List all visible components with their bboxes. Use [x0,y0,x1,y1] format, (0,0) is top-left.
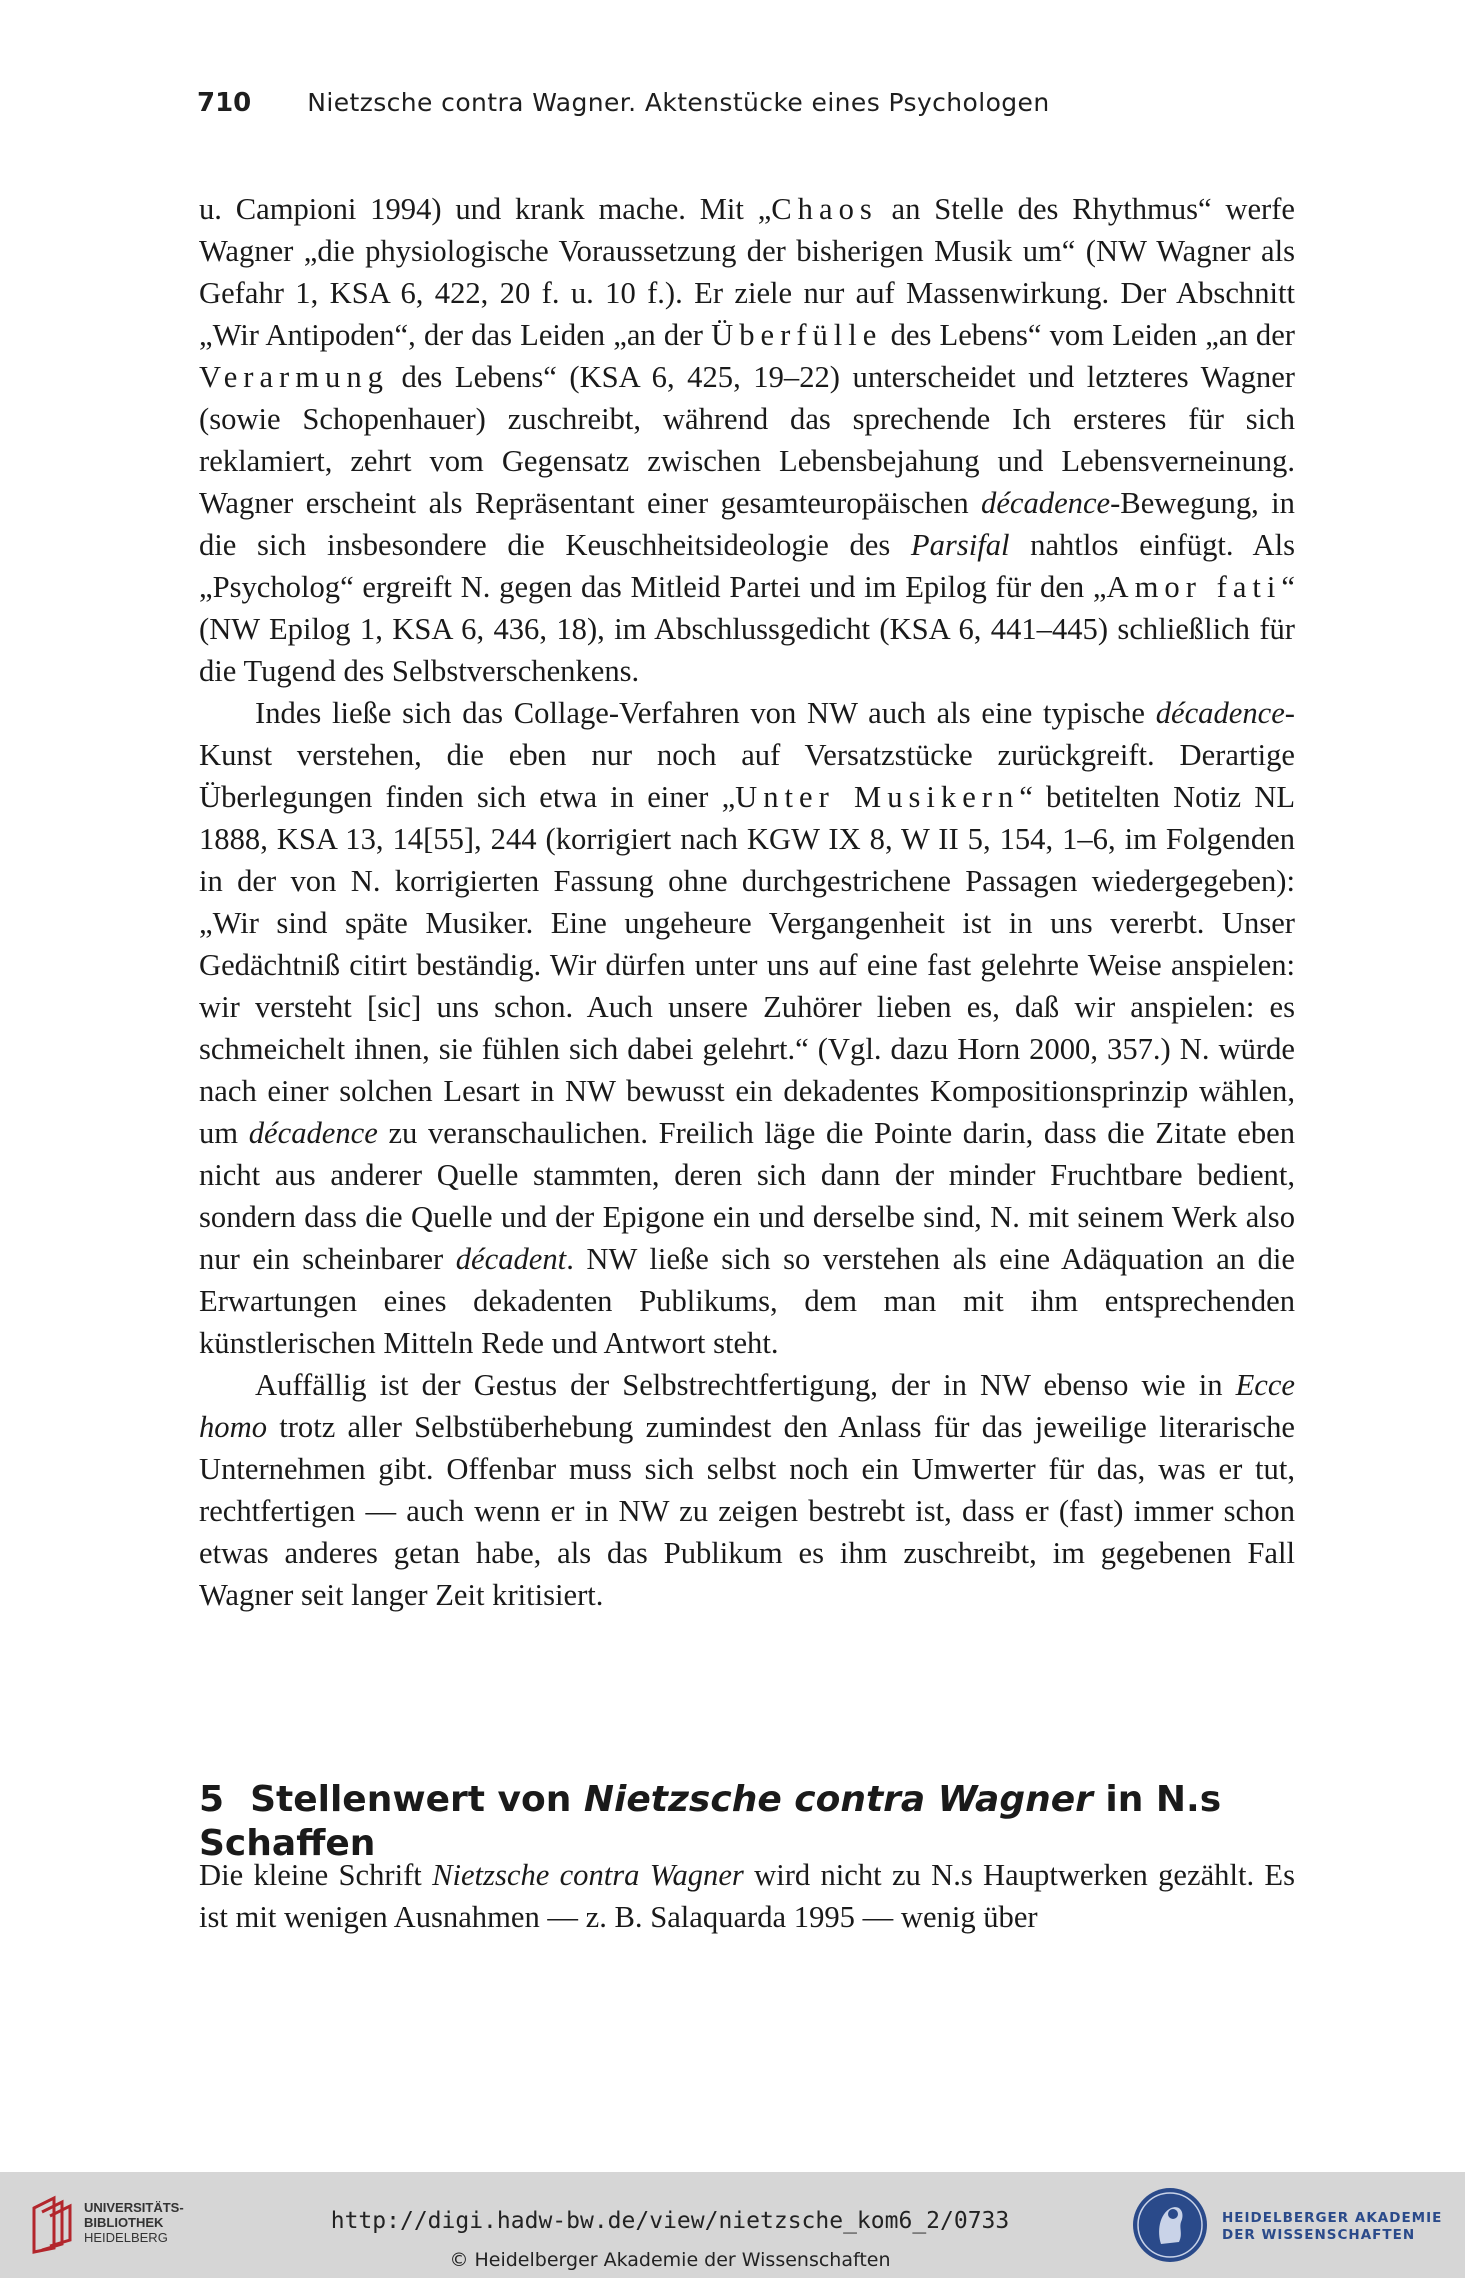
section-number: 5 [199,1779,225,1820]
paragraph-4 [199,1854,1295,1938]
spaced-term: Amor fati [1106,570,1282,604]
text-run: . NW ließe sich so verstehen als eine Adäquation an die Erwartungen eines dekadenten Publikums, dem man mit ihm entsprechenden künstlerischen Mitteln Rede und Antwort steht. [199,1242,1295,1360]
copyright-notice: © Heidelberger Akademie der Wissenschaften [449,2249,891,2271]
italic-title: Ecce homo [199,1368,1295,1444]
text-run: -Kunst verstehen, die eben nur noch auf Versatzstücke zurückgreift. Derartige Überlegungen finden sich etwa in einer „ [199,696,1295,814]
running-header [197,88,1297,128]
spaced-term: Verarmung [199,360,389,394]
page-number: 710 [197,88,252,118]
academy-seal-icon [1131,2184,1209,2266]
academy-name-line: HEIDELBERGER AKADEMIE [1222,2210,1443,2226]
text-run: “ betitelten Notiz NL 1888, KSA 13, 14[55], 244 (korrigiert nach KGW IX 8, W II 5, 154, 1–6, im Folgenden in der von N. korrigierten Fassung ohne durchgestrichene Passagen wiedergegeben): „Wir sind späte Musiker. Eine ungeheure Vergangenheit ist in uns vererbt. Unser Gedächtniß citirt beständig. Wir dürfen unter uns auf eine fast gelehrte Weise anspielen: wir versteht [sic] uns schon. Auch unsere Zuhörer lieben es, daß wir anspielen: es schmeichelt ihnen, sie fühlen sich dabei gelehrt.“ (Vgl. dazu Horn 2000, 357.) N. würde nach einer solchen Lesart in NW bewusst ein dekadentes Kompositionsprinzip wählen, um [199,780,1296,1150]
library-name-line: BIBLIOTHEK [84,2215,164,2230]
text-run: trotz aller Selbstüberhebung zumindest den Anlass für das jeweilige literarische Unternehmen gibt. Offenbar muss sich selbst noch ein Umwerter für das, was er tut, rechtfertigen — auch wenn er in NW zu zeigen bestrebt ist, dass er (fast) immer schon etwas anderes getan habe, als das Publikum es ihm zuschreibt, im gegebenen Fall Wagner seit langer Zeit kritisiert. [199,1410,1295,1612]
text-run: Die kleine Schrift [199,1858,433,1892]
text-run: Auffällig ist der Gestus der Selbstrechtfertigung, der in NW ebenso wie in [255,1368,1236,1402]
body-text-section-5 [199,1854,1295,1938]
text-run: Indes ließe sich das Collage-Verfahren von NW auch als eine typische [255,696,1156,730]
italic-term: décadence [248,1116,378,1150]
text-run: an Stelle des Rhythmus“ werfe Wagner „die physiologische Voraussetzung der bisherigen Musik um“ (NW Wagner als Gefahr 1, KSA 6, 422, 20 f. u. 10 f.). Er ziele nur auf Massenwirkung. Der Abschnitt „Wir Antipoden“, der das Leiden „an der [199,192,1296,352]
academy-name-line: DER WISSENSCHAFTEN [1222,2227,1416,2243]
text-run: u. Campioni 1994) und krank mache. Mit „ [199,192,772,226]
library-name-line: HEIDELBERG [84,2230,168,2245]
footer-band [0,2172,1465,2278]
text-run: “ (NW Epilog 1, KSA 6, 436, 18), im Abschlussgedicht (KSA 6, 441–445) schließlich für die Tugend des Selbstverschenkens. [199,570,1296,688]
heading-italic-title: Nietzsche contra Wagner [583,1779,1093,1820]
spaced-term: Chaos [771,192,878,226]
body-text [199,188,1295,1616]
paragraph-1 [199,188,1295,692]
text-run: wird nicht zu N.s Hauptwerken gezählt. Es ist mit wenigen Ausnahmen — z. B. Salaquarda 1995 — wenig über [199,1858,1295,1934]
university-library-logo-icon [28,2194,78,2254]
italic-term: décadence [1155,696,1285,730]
italic-title: Nietzsche contra Wagner [432,1858,744,1892]
italic-term: décadent [455,1242,567,1276]
text-run: des Lebens“ (KSA 6, 425, 19–22) unterscheidet und letzteres Wagner (sowie Schopenhauer) zuschreibt, während das sprechende Ich ersteres für sich reklamiert, zehrt vom Gegensatz zwischen Lebensbejahung und Lebensverneinung. Wagner erscheint als Repräsentant einer gesamteuropäischen [199,360,1295,520]
text-run: zu veranschaulichen. Freilich läge die Pointe darin, dass die Zitate eben nicht aus anderer Quelle stammten, deren sich dann der minder Fruchtbare bedient, sondern dass die Quelle und der Epigone ein und derselbe sind, N. mit seinem Werk also nur ein scheinbarer [199,1116,1295,1276]
spaced-term: Überfülle [711,318,883,352]
heading-text: in N.s Schaffen [199,1779,1222,1864]
text-run: des Lebens“ vom Leiden „an der [882,318,1295,352]
running-title: Nietzsche contra Wagner. Aktenstücke eines Psychologen [307,88,1050,117]
paragraph-2 [199,692,1295,1364]
section-heading [199,1778,1295,1866]
text-run: -Bewegung, in die sich insbesondere die Keuschheitsideologie des [199,486,1295,562]
spaced-term: Unter Musikern [735,780,1020,814]
academy-name [1222,2210,1462,2244]
library-name-line: UNIVERSITÄTS- [84,2200,184,2215]
source-url-link[interactable]: http://digi.hadw-bw.de/view/nietzsche_kom6_2/0733 [330,2208,1010,2234]
italic-term: décadence [981,486,1111,520]
paragraph-3 [199,1364,1295,1616]
heading-text: Stellenwert von [250,1779,584,1820]
library-name [84,2200,214,2245]
text-run: nahtlos einfügt. Als „Psycholog“ ergreift N. gegen das Mitleid Partei und im Epilog für den „ [199,528,1295,604]
italic-title: Parsifal [910,528,1010,562]
